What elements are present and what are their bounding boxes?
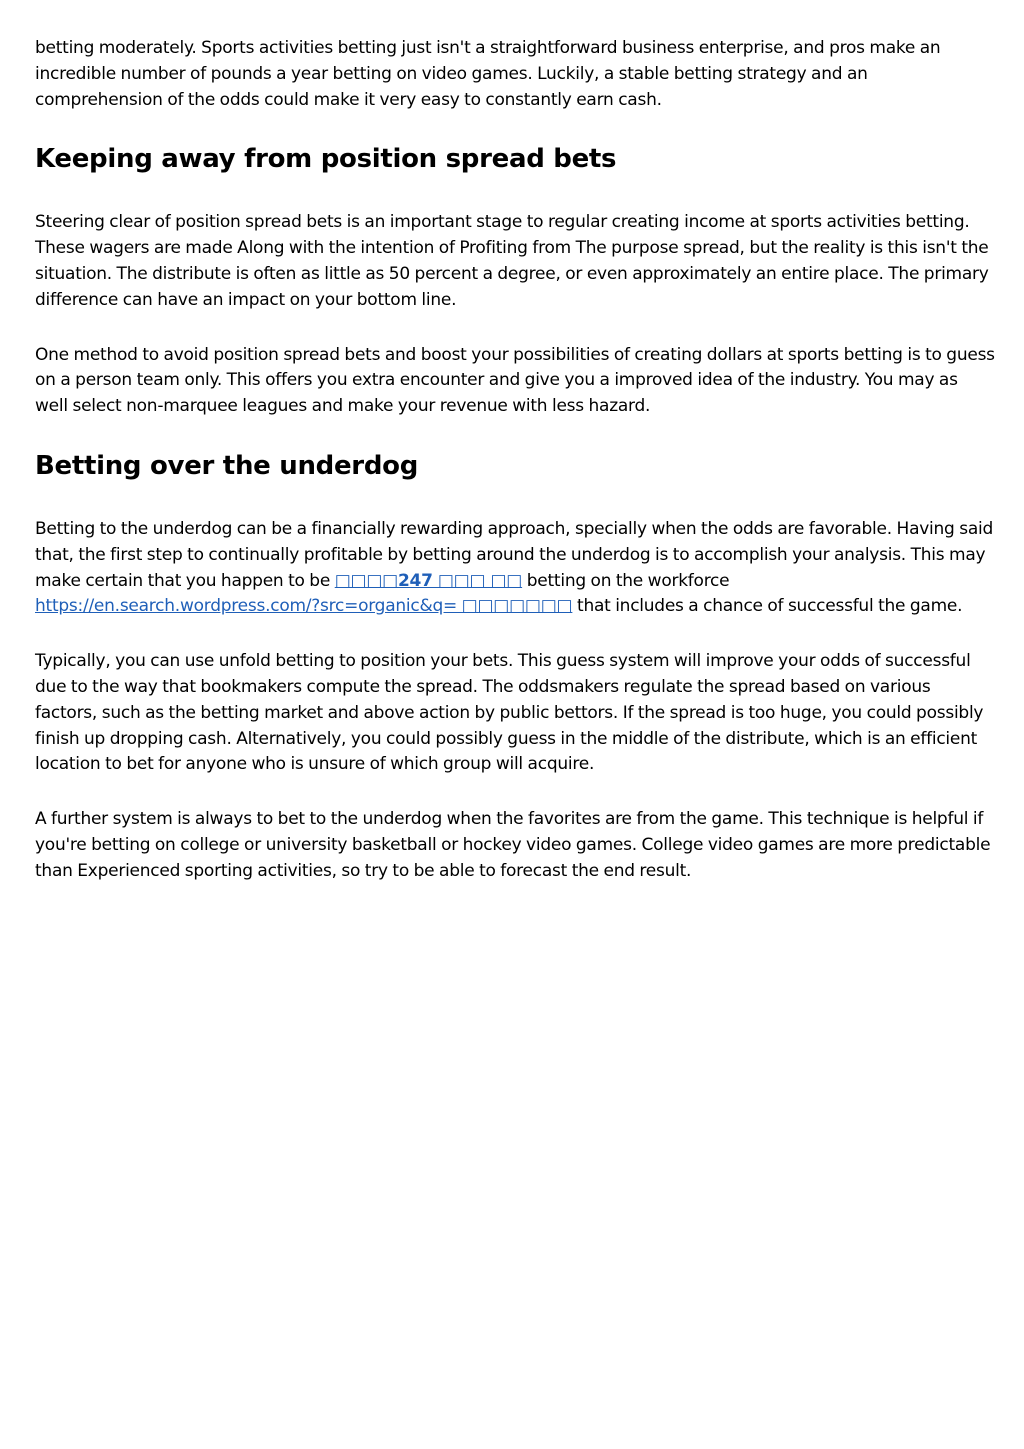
paragraph-point-spread-1: Steering clear of position spread bets is an important stage to regular creating income at sports activities betting. These wagers are made Along with the intention of Profiting from The purpose spread, but the reality is this isn't the situation. The distribute is often as little as 50 percent a degree, or even approximately an entire place. The primary difference can have an impact on your bottom line. [35,212,989,310]
paragraph-point-spread-2: One method to avoid position spread bets and boost your possibilities of creating dollars at sports betting is to guess on a person team only. This offers you extra encounter and give you a improved idea of the industry. You may as well select non-marquee leagues and make your revenue with less hazard. [35,344,995,417]
paragraph-underdog-1 [35,517,995,620]
section-heading-underdog: Betting over the underdog [35,450,419,481]
article [35,36,995,914]
paragraph-underdog-2: Typically, you can use unfold betting to position your bets. This guess system will improve your odds of successful due to the way that bookmakers compute the spread. The oddsmakers regulate the spread based on various factors, such as the betting market and above action by public bettors. If the spread is too huge, you could possibly finish up dropping cash. Alternatively, you could possibly guess in the middle of the distribute, which is an efficient location to bet for anyone who is unsure of which group will acquire. [35,651,984,775]
intro-paragraph: betting moderately. Sports activities betting just isn't a straightforward business enterprise, and pros make an incredible number of pounds a year betting on video games. Luckily, a stable betting strategy and an comprehension of the odds could make it very easy to constantly earn cash. [35,38,941,110]
paragraph-text: Betting to the underdog can be a financially rewarding approach, specially when the odds are favorable. Having said that, the first step to continually profitable by betting around the underdog is to accomplish your analysis. This may make certain that you happen to be [35,518,994,591]
paragraph-text: betting on the workforce [522,570,730,591]
search-url-link[interactable]: https://en.search.wordpress.com/?src=organic&q= □□□□□□□ [35,596,573,617]
paragraph-underdog-3: A further system is always to bet to the underdog when the favorites are from the game. This technique is helpful if you're betting on college or university basketball or hockey video games. College video games are more predictable than Experienced sporting activities, so try to be able to forecast the end result. [35,809,991,881]
section-heading-point-spread: Keeping away from position spread bets [35,144,617,175]
keyword-link[interactable]: □□□□247 □□□ □□ [334,570,523,591]
paragraph-text: that includes a chance of successful the game. [572,596,963,617]
